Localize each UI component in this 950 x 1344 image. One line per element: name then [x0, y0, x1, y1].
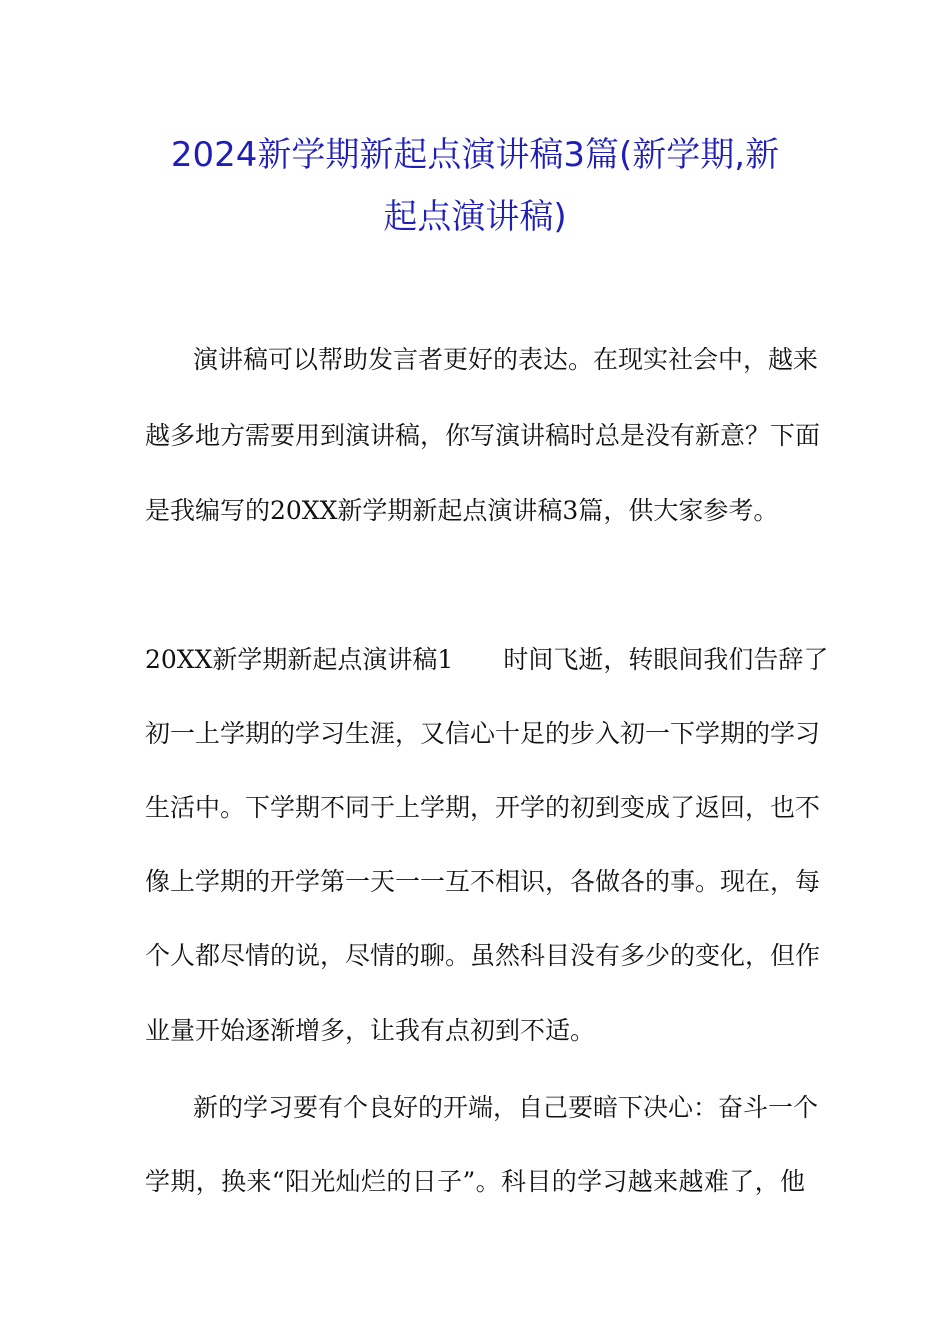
- intro-line-2: 越多地方需要用到演讲稿，你写演讲稿时总是没有新意？下面: [145, 421, 821, 450]
- section1-line-3: 生活中。下学期不同于上学期，开学的初到变成了返回，也不: [145, 793, 821, 822]
- intro-line-3: 是我编写的20XX新学期新起点演讲稿3篇，供大家参考。: [145, 496, 779, 525]
- section1-line-4: 像上学期的开学第一天一一互不相识，各做各的事。现在，每: [145, 867, 821, 896]
- paragraph2-line-2: 学期，换来“阳光灿烂的日子”。科目的学习越来越难了，他: [145, 1167, 805, 1196]
- section1-first-line: [145, 645, 829, 675]
- intro-line-1: 演讲稿可以帮助发言者更好的表达。在现实社会中，越来: [193, 345, 819, 374]
- section1-line-6: 业量开始逐渐增多，让我有点初到不适。: [145, 1016, 596, 1045]
- document-title-line-1: 2024新学期新起点演讲稿3篇(新学期,新: [170, 135, 780, 175]
- section1-line-5: 个人都尽情的说，尽情的聊。虽然科目没有多少的变化，但作: [145, 941, 821, 970]
- section1-heading: 20XX新学期新起点演讲稿1: [145, 645, 454, 674]
- paragraph2-line-1: 新的学习要有个良好的开端，自己要暗下决心：奋斗一个: [193, 1093, 819, 1122]
- section1-first-line-text: 时间飞逝，转眼间我们告辞了: [503, 645, 829, 674]
- document-title-line-2: 起点演讲稿): [383, 197, 567, 237]
- section1-line-2: 初一上学期的学习生涯，又信心十足的步入初一下学期的学习: [145, 719, 821, 748]
